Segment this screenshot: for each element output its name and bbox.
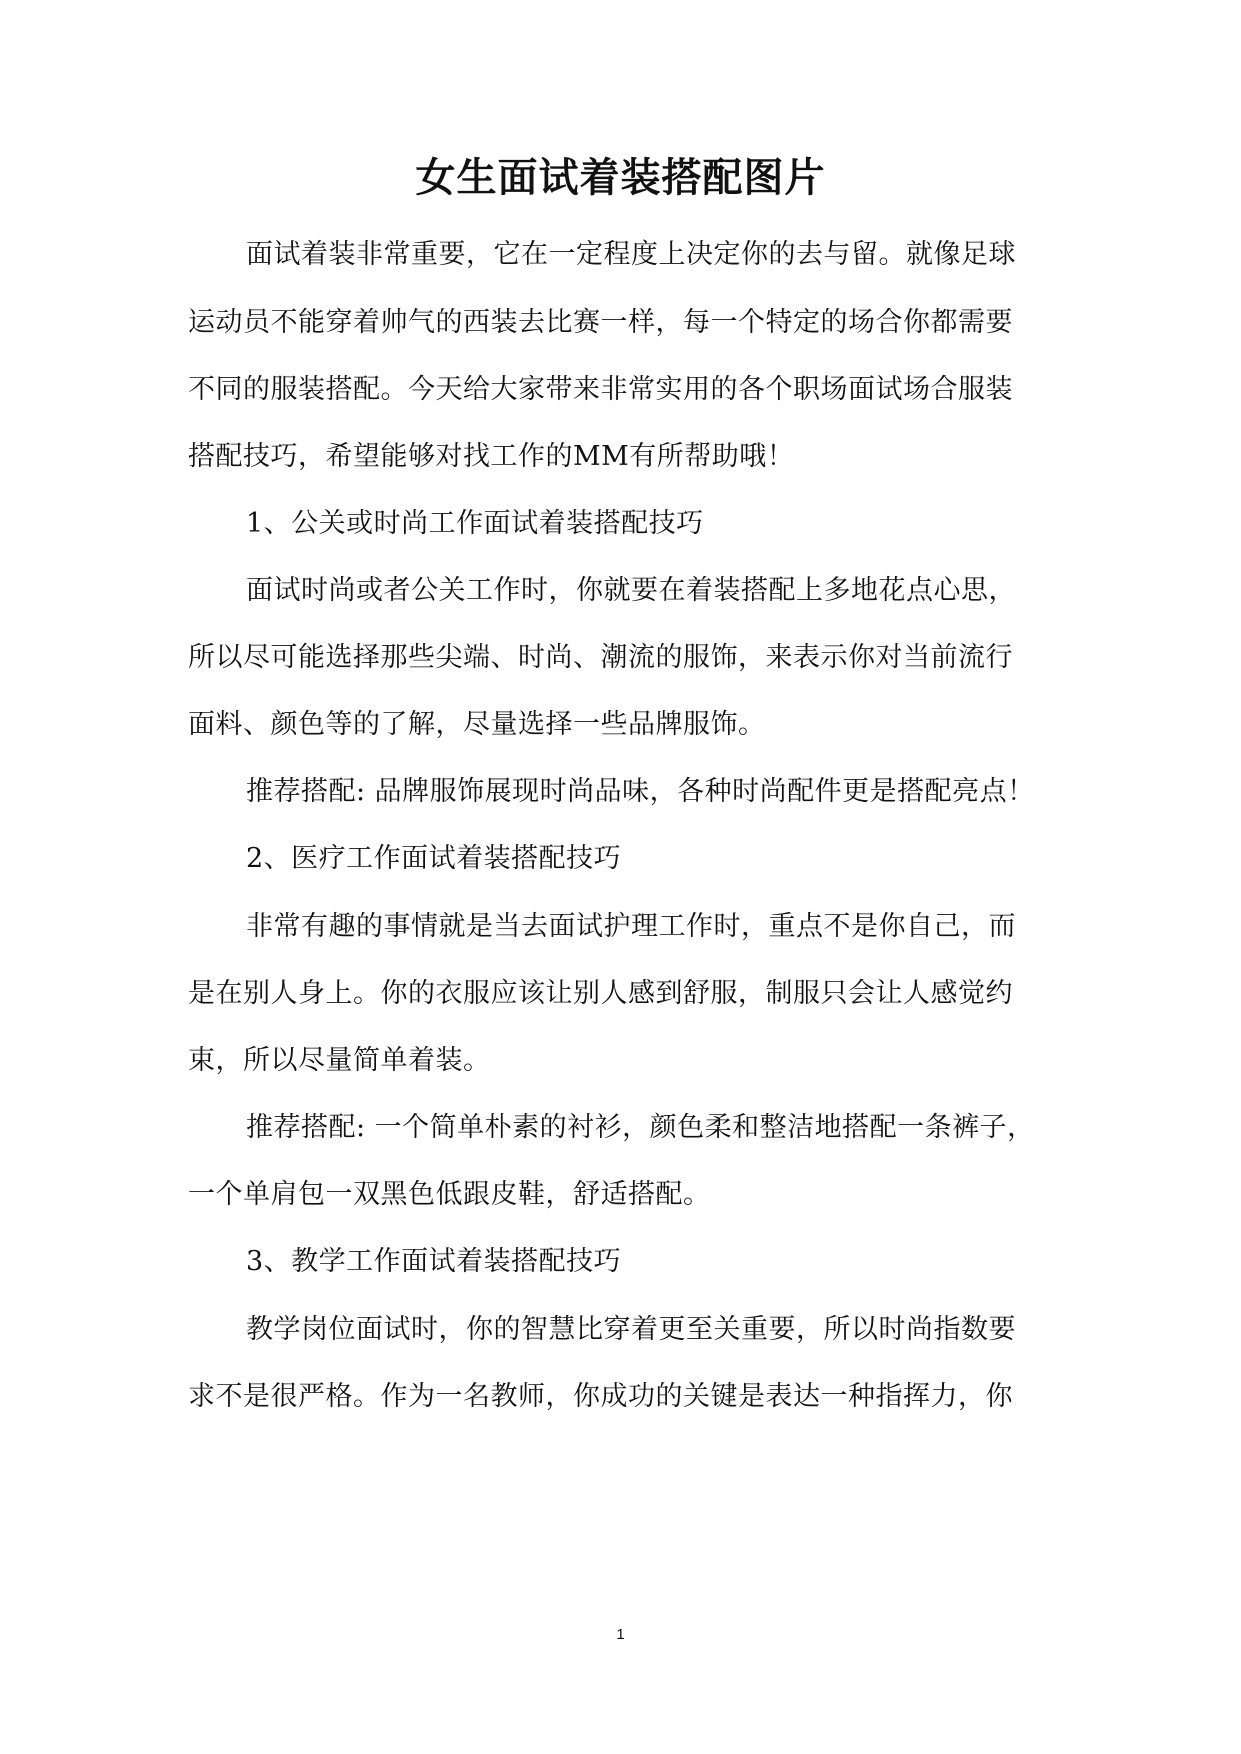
paragraph-line: 面料、颜色等的了解，尽量选择一些品牌服饰。 xyxy=(188,709,766,740)
section-heading: 2、医疗工作面试着装搭配技巧 xyxy=(246,843,622,874)
recommendation-line: 推荐搭配: 品牌服饰展现时尚品味，各种时尚配件更是搭配亮点！ xyxy=(246,776,1035,807)
paragraph-line: 所以尽可能选择那些尖端、时尚、潮流的服饰，来表示你对当前流行 xyxy=(188,642,1013,673)
document-title: 女生面试着装搭配图片 xyxy=(415,154,826,201)
paragraph-line: 束，所以尽量简单着装。 xyxy=(188,1045,491,1076)
paragraph-line: 面试着装非常重要，它在一定程度上决定你的去与留。就像足球 xyxy=(246,239,1016,270)
paragraph-line: 面试时尚或者公关工作时，你就要在着装搭配上多地花点心思， xyxy=(246,575,1016,606)
page-number: 1 xyxy=(616,1626,625,1643)
paragraph-line: 教学岗位面试时，你的智慧比穿着更至关重要，所以时尚指数要 xyxy=(246,1314,1016,1345)
paragraph-line: 运动员不能穿着帅气的西装去比赛一样，每一个特定的场合你都需要 xyxy=(188,307,1013,338)
paragraph-line: 求不是很严格。作为一名教师，你成功的关键是表达一种指挥力，你 xyxy=(188,1381,1013,1412)
recommendation-line: 一个单肩包一双黑色低跟皮鞋，舒适搭配。 xyxy=(188,1179,711,1210)
section-heading: 1、公关或时尚工作面试着装搭配技巧 xyxy=(246,508,704,539)
section-heading: 3、教学工作面试着装搭配技巧 xyxy=(246,1246,622,1277)
paragraph-line: 是在别人身上。你的衣服应该让别人感到舒服，制服只会让人感觉约 xyxy=(188,978,1013,1009)
recommendation-line: 推荐搭配: 一个简单朴素的衬衫，颜色柔和整洁地搭配一条裤子， xyxy=(246,1112,1035,1143)
paragraph-line: 不同的服装搭配。今天给大家带来非常实用的各个职场面试场合服装 xyxy=(188,374,1013,405)
paragraph-line: 搭配技巧，希望能够对找工作的MM有所帮助哦！ xyxy=(188,441,795,472)
paragraph-line: 非常有趣的事情就是当去面试护理工作时，重点不是你自己，而 xyxy=(246,911,1016,942)
